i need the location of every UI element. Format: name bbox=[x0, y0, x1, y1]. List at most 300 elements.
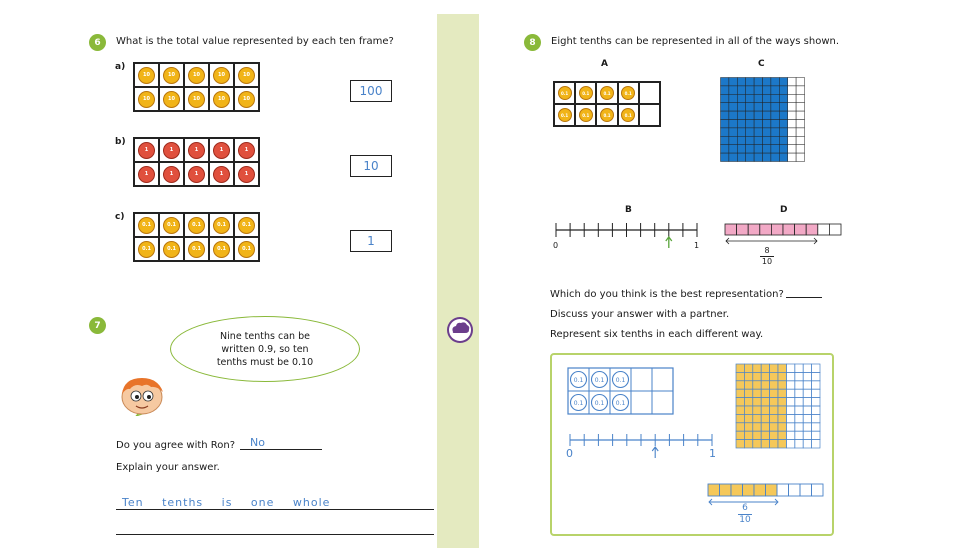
hundred-square-cell bbox=[737, 103, 745, 111]
sketch-hundred-cell bbox=[736, 406, 744, 414]
bar-segment bbox=[737, 224, 749, 235]
hundred-square-cell bbox=[763, 153, 771, 161]
ten-frame-cell bbox=[184, 138, 209, 162]
answer-box[interactable]: 100 bbox=[350, 80, 392, 102]
sketch-hundred-cell bbox=[744, 381, 752, 389]
sketch-hundred-cell bbox=[786, 364, 794, 372]
bar-model-d bbox=[724, 223, 844, 245]
sketch-hundred-cell bbox=[736, 372, 744, 380]
hundred-square-cell bbox=[796, 94, 804, 102]
ten-frame-cell bbox=[234, 87, 259, 111]
ten-frame-cell bbox=[596, 104, 617, 126]
sketch-hundred-cell bbox=[812, 381, 820, 389]
counter: 0.1 bbox=[600, 86, 614, 100]
sketch-hundred-cell bbox=[770, 406, 778, 414]
counter: 1 bbox=[213, 142, 230, 159]
rep-label-d: D bbox=[780, 205, 788, 215]
counter: 0.1 bbox=[621, 108, 635, 122]
hundred-square-cell bbox=[771, 120, 779, 128]
sketch-hundred-cell bbox=[803, 406, 811, 414]
sketch-hundred-cell bbox=[795, 440, 803, 448]
explain-answer-line[interactable] bbox=[116, 496, 434, 510]
hundred-square-cell bbox=[746, 153, 754, 161]
hundred-square-cell bbox=[779, 111, 787, 119]
counter: 10 bbox=[238, 91, 255, 108]
sketch-hundred-cell bbox=[803, 431, 811, 439]
sketch-hundred-cell bbox=[753, 406, 761, 414]
counter: 1 bbox=[163, 166, 180, 183]
sketch-hundred-cell bbox=[744, 431, 752, 439]
hundred-square-cell bbox=[729, 78, 737, 86]
hundred-square-cell bbox=[721, 153, 729, 161]
hundred-square-cell bbox=[746, 103, 754, 111]
agree-answer-field[interactable] bbox=[240, 436, 322, 450]
sketch-hundred-cell bbox=[786, 406, 794, 414]
sketch-hundred-cell bbox=[770, 431, 778, 439]
ten-frame bbox=[133, 137, 260, 187]
hundred-square-cell bbox=[729, 145, 737, 153]
hundred-square-cell bbox=[771, 128, 779, 136]
sketch-denominator: 10 bbox=[739, 515, 751, 525]
sketch-hundred-cell bbox=[803, 423, 811, 431]
hundred-square-cell bbox=[788, 86, 796, 94]
number-line-end: 1 bbox=[694, 241, 700, 250]
hundred-square-cell bbox=[746, 111, 754, 119]
hundred-square-cell bbox=[771, 136, 779, 144]
sketch-bar-segment bbox=[800, 484, 812, 496]
sketch-hundred-cell bbox=[795, 414, 803, 422]
hundred-square-cell bbox=[788, 78, 796, 86]
sketch-hundred-cell bbox=[786, 372, 794, 380]
bar-segment bbox=[771, 224, 783, 235]
agree-answer: No bbox=[250, 436, 265, 449]
page-spine bbox=[437, 14, 479, 548]
counter: 0.1 bbox=[163, 241, 180, 258]
hundred-square-cell bbox=[788, 136, 796, 144]
ten-frame-cell bbox=[159, 162, 184, 186]
sketch-hundred-cell bbox=[778, 364, 786, 372]
ten-frame-cell bbox=[184, 237, 209, 261]
sketch-hundred-cell bbox=[812, 423, 820, 431]
explain-answer: Ten tenths is one whole bbox=[122, 496, 331, 509]
hundred-square-cell bbox=[796, 86, 804, 94]
sketch-drawings bbox=[560, 360, 830, 530]
hundred-square-cell bbox=[754, 78, 762, 86]
rep-label-a: A bbox=[601, 59, 608, 69]
sketch-hundred-cell bbox=[786, 440, 794, 448]
bar-segment bbox=[748, 224, 760, 235]
counter: 1 bbox=[213, 166, 230, 183]
ten-frame-cell bbox=[159, 237, 184, 261]
ten-frame-eight-tenths bbox=[553, 81, 661, 127]
ten-frame-cell bbox=[159, 138, 184, 162]
hundred-square-cell bbox=[763, 136, 771, 144]
counter: 10 bbox=[188, 67, 205, 84]
counter: 10 bbox=[188, 91, 205, 108]
part-label: b) bbox=[115, 137, 126, 147]
sketch-bar-segment bbox=[766, 484, 778, 496]
hundred-square-cell bbox=[771, 153, 779, 161]
sketch-hundred-cell bbox=[786, 423, 794, 431]
sketch-hundred-cell bbox=[744, 389, 752, 397]
sketch-hundred-cell bbox=[778, 414, 786, 422]
hundred-square-cell bbox=[737, 145, 745, 153]
ten-frame-cell bbox=[134, 138, 159, 162]
ten-frame bbox=[133, 212, 260, 262]
hundred-square-cell bbox=[737, 94, 745, 102]
sketch-hundred-cell bbox=[786, 381, 794, 389]
hundred-square-cell bbox=[737, 136, 745, 144]
bar-segment bbox=[725, 224, 737, 235]
sketch-counter-label: 0.1 bbox=[573, 400, 584, 407]
sketch-hundred-cell bbox=[812, 414, 820, 422]
sketch-hundred-cell bbox=[761, 372, 769, 380]
hundred-square-cell bbox=[729, 86, 737, 94]
hundred-square-cell bbox=[746, 128, 754, 136]
answer-box[interactable]: 10 bbox=[350, 155, 392, 177]
ten-frame-cell bbox=[159, 63, 184, 87]
ten-frame-cell bbox=[575, 82, 596, 104]
counter: 10 bbox=[138, 91, 155, 108]
hundred-square-cell bbox=[729, 120, 737, 128]
counter: 0.1 bbox=[163, 217, 180, 234]
sketch-hundred-cell bbox=[786, 431, 794, 439]
sketch-hundred-cell bbox=[770, 372, 778, 380]
hundred-square-cell bbox=[721, 128, 729, 136]
counter: 1 bbox=[188, 142, 205, 159]
hundred-square-cell bbox=[796, 103, 804, 111]
sketch-hundred-cell bbox=[770, 381, 778, 389]
sketch-hundred-cell bbox=[736, 381, 744, 389]
counter: 1 bbox=[238, 166, 255, 183]
hundred-square-cell bbox=[721, 136, 729, 144]
sketch-hundred-cell bbox=[744, 414, 752, 422]
bar-segment bbox=[829, 224, 841, 235]
hundred-square-cell bbox=[779, 78, 787, 86]
sketch-hundred-cell bbox=[761, 423, 769, 431]
sketch-hundred-cell bbox=[778, 431, 786, 439]
sketch-hundred-cell bbox=[761, 381, 769, 389]
hundred-square-cell bbox=[779, 86, 787, 94]
hundred-square-cell bbox=[737, 153, 745, 161]
sketch-hundred-cell bbox=[770, 440, 778, 448]
sketch-hundred-cell bbox=[795, 406, 803, 414]
sketch-hundred-cell bbox=[761, 414, 769, 422]
ron-face bbox=[114, 372, 174, 416]
counter: 1 bbox=[188, 166, 205, 183]
hundred-square-cell bbox=[788, 120, 796, 128]
ten-frame-cell bbox=[554, 82, 575, 104]
sketch-hundred-cell bbox=[786, 414, 794, 422]
think-icon bbox=[446, 316, 474, 344]
sketch-hundred-cell bbox=[803, 414, 811, 422]
hundred-square-cell bbox=[788, 153, 796, 161]
counter: 1 bbox=[163, 142, 180, 159]
sketch-hundred-cell bbox=[795, 372, 803, 380]
counter: 0.1 bbox=[138, 217, 155, 234]
hundred-square-cell bbox=[746, 120, 754, 128]
ten-frame-cell bbox=[596, 82, 617, 104]
hundred-square-cell bbox=[771, 94, 779, 102]
ten-frame-cell bbox=[554, 104, 575, 126]
hundred-square-cell bbox=[779, 145, 787, 153]
hundred-square-cell bbox=[788, 94, 796, 102]
question-number-badge: 6 bbox=[89, 34, 106, 51]
sketch-hundred-cell bbox=[812, 389, 820, 397]
ten-frame-cell bbox=[618, 104, 639, 126]
sketch-hundred-cell bbox=[744, 372, 752, 380]
sketch-hundred-cell bbox=[778, 406, 786, 414]
sketch-line-end: 1 bbox=[709, 447, 716, 460]
hundred-square-cell bbox=[771, 78, 779, 86]
hundred-square-cell bbox=[796, 120, 804, 128]
hundred-square-cell bbox=[763, 86, 771, 94]
hundred-square-cell bbox=[746, 94, 754, 102]
counter: 0.1 bbox=[213, 241, 230, 258]
counter: 0.1 bbox=[579, 86, 593, 100]
hundred-square-cell bbox=[754, 153, 762, 161]
hundred-square-cell bbox=[729, 111, 737, 119]
rep-label-b: B bbox=[625, 205, 632, 215]
hundred-square-cell bbox=[737, 78, 745, 86]
sketch-counter-label: 0.1 bbox=[594, 377, 605, 384]
hundred-square-cell bbox=[737, 111, 745, 119]
sketch-counter-label: 0.1 bbox=[594, 400, 605, 407]
sketch-fraction bbox=[738, 503, 752, 526]
question-number-badge: 7 bbox=[89, 317, 106, 334]
sketch-hundred-cell bbox=[803, 389, 811, 397]
sketch-hundred-cell bbox=[744, 398, 752, 406]
question-text: What is the total value represented by each ten frame? bbox=[116, 36, 394, 47]
ten-frame bbox=[133, 62, 260, 112]
bar-bracket-arrow bbox=[726, 238, 817, 244]
counter: 10 bbox=[213, 67, 230, 84]
sketch-bar-segment bbox=[812, 484, 824, 496]
explain-prompt: Explain your answer. bbox=[116, 462, 220, 473]
sketch-hundred-cell bbox=[761, 364, 769, 372]
question-text: Eight tenths can be represented in all of the ways shown. bbox=[551, 36, 840, 47]
hundred-square-cell bbox=[763, 128, 771, 136]
sketch-hundred-cell bbox=[803, 440, 811, 448]
sketch-bar-segment bbox=[708, 484, 720, 496]
ten-frame-cell bbox=[159, 87, 184, 111]
sketch-hundred-cell bbox=[812, 398, 820, 406]
hundred-square-cell bbox=[729, 153, 737, 161]
sketch-hundred-cell bbox=[786, 398, 794, 406]
fraction-label-d bbox=[760, 246, 774, 267]
hundred-square-cell bbox=[746, 145, 754, 153]
ten-frame-cell bbox=[209, 162, 234, 186]
ten-frame-cell bbox=[209, 63, 234, 87]
sketch-bar-segment bbox=[720, 484, 732, 496]
sketch-hundred-cell bbox=[736, 389, 744, 397]
hundred-square-cell bbox=[779, 128, 787, 136]
sketch-hundred-cell bbox=[736, 398, 744, 406]
ten-frame-cell bbox=[234, 162, 259, 186]
sketch-hundred-cell bbox=[744, 406, 752, 414]
hundred-square-cell bbox=[771, 86, 779, 94]
hundred-square-cell bbox=[788, 103, 796, 111]
sketch-hundred-cell bbox=[795, 423, 803, 431]
arrow-marker bbox=[666, 237, 672, 248]
answer-line[interactable] bbox=[116, 520, 434, 535]
sketch-hundred-cell bbox=[753, 372, 761, 380]
hundred-square-cell bbox=[788, 128, 796, 136]
sketch-hundred-cell bbox=[795, 431, 803, 439]
sketch-hundred-cell bbox=[770, 398, 778, 406]
hundred-square-cell bbox=[721, 78, 729, 86]
ten-frame-cell bbox=[234, 138, 259, 162]
hundred-square-cell bbox=[737, 128, 745, 136]
counter: 1 bbox=[138, 142, 155, 159]
counter: 0.1 bbox=[188, 217, 205, 234]
hundred-square-cell bbox=[771, 103, 779, 111]
hundred-square-cell bbox=[771, 111, 779, 119]
hundred-square-cell bbox=[796, 153, 804, 161]
hundred-square-cell bbox=[779, 120, 787, 128]
sketch-numerator: 6 bbox=[738, 503, 752, 515]
ten-frame-cell bbox=[184, 213, 209, 237]
sketch-hundred-cell bbox=[786, 389, 794, 397]
hundred-square-cell bbox=[788, 145, 796, 153]
counter: 0.1 bbox=[558, 86, 572, 100]
hundred-square-cell bbox=[771, 145, 779, 153]
sketch-hundred-cell bbox=[803, 381, 811, 389]
hundred-square-cell bbox=[754, 111, 762, 119]
counter: 1 bbox=[138, 166, 155, 183]
bar-segment bbox=[818, 224, 830, 235]
bar-segment bbox=[806, 224, 818, 235]
hundred-square-cell bbox=[746, 78, 754, 86]
best-prompt: Which do you think is the best representation? bbox=[550, 289, 784, 300]
sketch-hundred-cell bbox=[770, 423, 778, 431]
represent-text: Represent six tenths in each different way. bbox=[550, 329, 764, 340]
sketch-hundred-cell bbox=[753, 423, 761, 431]
question-number-badge: 8 bbox=[524, 34, 541, 51]
hundred-square-cell bbox=[729, 103, 737, 111]
fraction-numerator: 8 bbox=[760, 246, 774, 257]
answer-box[interactable]: 1 bbox=[350, 230, 392, 252]
sketch-line-start: 0 bbox=[566, 447, 573, 460]
hundred-square-cell bbox=[779, 136, 787, 144]
sketch-hundred-cell bbox=[803, 364, 811, 372]
sketch-hundred-cell bbox=[770, 414, 778, 422]
sketch-bar-segment bbox=[743, 484, 755, 496]
counter: 0.1 bbox=[238, 217, 255, 234]
part-label: a) bbox=[115, 62, 126, 72]
hundred-square-cell bbox=[754, 128, 762, 136]
hundred-square-cell bbox=[763, 78, 771, 86]
sketch-hundred-cell bbox=[770, 364, 778, 372]
ten-frame-cell bbox=[134, 162, 159, 186]
speech-bubble: Nine tenths can be written 0.9, so ten tenths must be 0.10 bbox=[170, 316, 360, 382]
hundred-square-cell bbox=[796, 128, 804, 136]
part-label: c) bbox=[115, 212, 125, 222]
counter: 0.1 bbox=[621, 86, 635, 100]
counter: 0.1 bbox=[579, 108, 593, 122]
ten-frame-cell bbox=[209, 237, 234, 261]
sketch-hundred-cell bbox=[761, 431, 769, 439]
sketch-hundred-cell bbox=[761, 440, 769, 448]
sketch-hundred-cell bbox=[803, 398, 811, 406]
sketch-bar-segment bbox=[777, 484, 789, 496]
hundred-square-cell bbox=[721, 145, 729, 153]
ten-frame-cell bbox=[159, 213, 184, 237]
bar-segment bbox=[760, 224, 772, 235]
hundred-square-cell bbox=[788, 111, 796, 119]
hundred-square-cell bbox=[746, 86, 754, 94]
ten-frame-cell bbox=[184, 162, 209, 186]
hundred-square-cell bbox=[721, 120, 729, 128]
ten-frame-cell bbox=[618, 82, 639, 104]
sketch-bar-segment bbox=[731, 484, 743, 496]
fraction-denominator: 10 bbox=[761, 257, 773, 266]
sketch-hundred-cell bbox=[778, 372, 786, 380]
hundred-square-cell bbox=[796, 136, 804, 144]
sketch-hundred-cell bbox=[753, 431, 761, 439]
hundred-square-cell bbox=[729, 94, 737, 102]
counter: 0.1 bbox=[600, 108, 614, 122]
hundred-square-cell bbox=[796, 145, 804, 153]
sketch-hundred-cell bbox=[744, 423, 752, 431]
sketch-hundred-cell bbox=[812, 372, 820, 380]
counter: 10 bbox=[138, 67, 155, 84]
hundred-square-cell bbox=[763, 111, 771, 119]
sketch-hundred-cell bbox=[753, 389, 761, 397]
sketch-hundred-cell bbox=[736, 364, 744, 372]
counter: 10 bbox=[213, 91, 230, 108]
sketch-counter-label: 0.1 bbox=[573, 377, 584, 384]
sketch-hundred-cell bbox=[795, 398, 803, 406]
hundred-square-cell bbox=[779, 94, 787, 102]
counter: 10 bbox=[163, 67, 180, 84]
counter: 1 bbox=[238, 142, 255, 159]
ten-frame-cell bbox=[575, 104, 596, 126]
sketch-hundred-cell bbox=[753, 440, 761, 448]
hundred-square-cell bbox=[754, 136, 762, 144]
sketch-hundred-cell bbox=[795, 389, 803, 397]
hundred-square-cell bbox=[754, 145, 762, 153]
sketch-hundred-cell bbox=[744, 440, 752, 448]
counter: 10 bbox=[163, 91, 180, 108]
sketch-hundred-cell bbox=[761, 406, 769, 414]
sketch-hundred-cell bbox=[812, 440, 820, 448]
ten-frame-cell bbox=[234, 237, 259, 261]
sketch-hundred-cell bbox=[736, 423, 744, 431]
counter: 0.1 bbox=[213, 217, 230, 234]
hundred-square-cell bbox=[796, 111, 804, 119]
hundred-square-cell bbox=[746, 136, 754, 144]
sketch-hundred-cell bbox=[761, 398, 769, 406]
hundred-square-cell bbox=[721, 111, 729, 119]
sketch-hundred-cell bbox=[736, 431, 744, 439]
sketch-hundred-cell bbox=[778, 389, 786, 397]
sketch-hundred-cell bbox=[770, 389, 778, 397]
best-answer-field[interactable] bbox=[786, 286, 822, 298]
hundred-square-cell bbox=[763, 145, 771, 153]
hundred-square-cell bbox=[763, 103, 771, 111]
sketch-arrow bbox=[652, 447, 658, 458]
hundred-square-cell bbox=[779, 103, 787, 111]
sketch-counter-label: 0.1 bbox=[615, 400, 626, 407]
sketch-hundred-cell bbox=[812, 406, 820, 414]
counter: 0.1 bbox=[558, 108, 572, 122]
ten-frame-cell bbox=[209, 213, 234, 237]
ten-frame-cell bbox=[134, 237, 159, 261]
hundred-square-cell bbox=[763, 120, 771, 128]
counter: 0.1 bbox=[188, 241, 205, 258]
hundred-square-cell bbox=[737, 86, 745, 94]
